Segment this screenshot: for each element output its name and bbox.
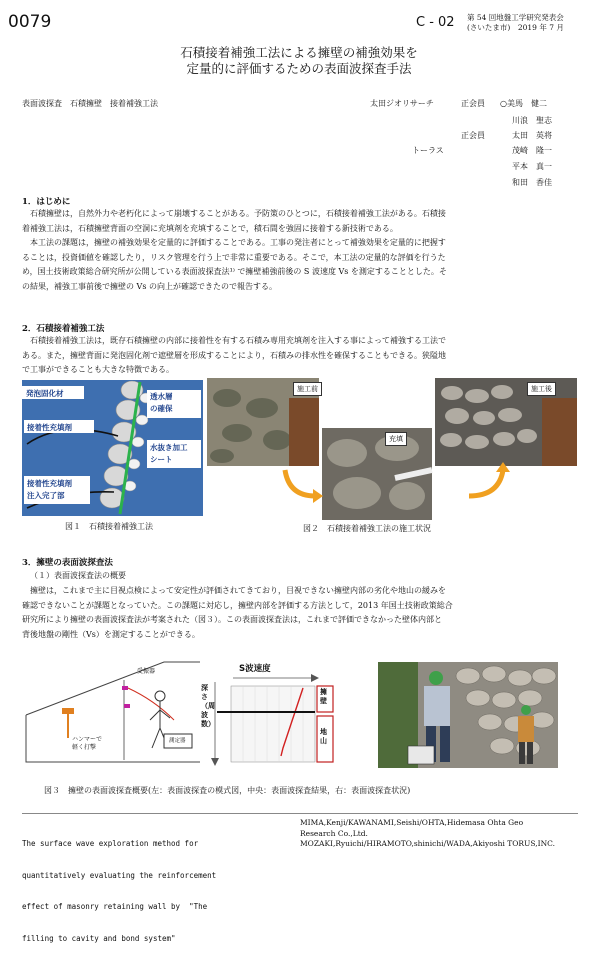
footer-divider — [22, 813, 578, 814]
label-receiver: 受振器 — [137, 668, 156, 675]
section-3-body — [22, 584, 570, 642]
survey-photo — [378, 662, 558, 768]
paper-title — [0, 45, 598, 77]
english-authors-line: Research Co.,Ltd. — [300, 828, 368, 838]
label-after: 施工後 — [527, 382, 556, 396]
keywords: 表面波探査 石積擁壁 接着補強工法 — [22, 99, 158, 108]
author-name-6: 和田 香佳 — [512, 178, 552, 187]
text-line: の結果，補強工事前後で擁壁の Vs の向上が確認できたので報告する。 — [22, 281, 277, 291]
figure-3-schematic — [24, 660, 200, 765]
figure-2-caption: 図２ 石積接着補強工法の施工状況 — [303, 524, 431, 533]
section-3-subheading: （１）表面波探査法の概要 — [30, 571, 126, 580]
label-permeable-layer: 透水層 の確保 — [150, 392, 173, 413]
text-line: め，国土技術政策総合研究所が公開している表面波探査法¹⁾ で擁壁補強前後の S 波速度 Vs を測定することとした。そ — [22, 267, 447, 276]
text-line: ることは，投資価値を確認したり，リスク管理を行う上で非常に重要である。そこで，本工法の定量的な評価を行うた — [22, 252, 446, 262]
text-line: 石積擁壁は，自然外力や老朽化によって崩壊することがある。予防策のひとつに，石積接着補強工法がある。石積接 — [22, 209, 446, 218]
figure-2-photos — [207, 378, 577, 520]
text-line: 着補強工法は，石積擁壁背面の空洞に充填剤を充填することで，積石間を強固に接着する新技術である。 — [22, 223, 398, 233]
figure-2 — [207, 378, 577, 520]
figure-1 — [22, 380, 203, 516]
label-depth: 深さ（周波数） — [201, 684, 215, 728]
page-number: 0079 — [8, 12, 52, 32]
title-line-1: 石積接着補強工法による擁壁の補強効果を — [180, 45, 418, 60]
text-line: 本工法の課題は，擁壁の補強効果を定量的に評価することである。工事の発注者にとって補強効果を定量的に把握す — [22, 238, 446, 247]
label-hammer: ハンマーで 軽く打撃 — [72, 736, 103, 751]
figure-3-photo — [378, 662, 558, 768]
english-authors — [300, 818, 555, 850]
section-3-heading: 3．擁壁の表面波探査法 — [22, 558, 113, 568]
label-adhesive-filler: 接着性充填剤 — [27, 423, 72, 432]
conference-name-line1: 第 54 回地盤工学研究発表会 — [467, 13, 564, 22]
label-foam-material: 発泡固化材 — [26, 389, 64, 398]
text-line: 確認できないことが課題となっていた。この課題に対応し，擁壁内部を評価する方法として，2013 年国土技術政策総合 — [22, 600, 453, 610]
figure-3-result — [203, 660, 371, 770]
label-wall: 擁壁 — [320, 688, 327, 705]
author-name-4: 茂崎 隆一 — [512, 146, 552, 155]
author-name-5: 平本 真一 — [512, 162, 552, 171]
title-line-2: 定量的に評価するための表面波探査手法 — [186, 61, 412, 76]
author-name-3: 太田 英将 — [512, 131, 552, 140]
text-line: 石積接着補強工法は，既存石積擁壁の内部に接着性を有する石積み専用充填剤を注入する事によって補強する工法で — [22, 336, 446, 345]
author-name-2: 川浪 聖志 — [512, 116, 552, 125]
label-before: 施工前 — [293, 382, 322, 396]
label-recorder: 測定器 — [169, 738, 186, 744]
author-affiliation-1: 太田ジオリサーチ — [370, 99, 434, 108]
english-title — [22, 818, 216, 955]
section-2-heading: 2．石積接着補強工法 — [22, 324, 105, 334]
section-2-body — [22, 334, 570, 378]
text-line: 擁壁は，これまで主に目視点検によって安定性が評価されてきており，目視できない擁壁内部の劣化や地山の緩みを — [22, 586, 446, 595]
english-authors-line: MIMA,Kenji/KAWANAMI,Seishi/OHTA,Hidemasa Ohta Geo — [300, 818, 524, 827]
english-authors-line: MOZAKI,Ryuichi/HIRAMOTO,shinichi/WADA,Akiyoshi TORUS,INC. — [300, 839, 555, 848]
author-affiliation-2: トーラス — [412, 146, 444, 155]
label-ground: 地山 — [320, 728, 327, 745]
text-line: 背後地盤の剛性（Vs）を測定することができる。 — [22, 629, 200, 639]
section-1-heading: 1．はじめに — [22, 197, 71, 207]
conference-name-line2: (さいたま市) 2019 年 7 月 — [467, 23, 564, 32]
text-line: ある。また，擁壁背面に発泡固化剤で遮壁層を形成することにより，石積みの排水性を確保することもできる。狭隘地 — [22, 350, 446, 360]
conference-code: C - 02 — [416, 15, 455, 30]
english-title-line: quantitatively evaluating the reinforcement — [22, 870, 217, 880]
section-1-body — [22, 207, 570, 294]
figure-3-caption: 図３ 擁壁の表面波探査概要(左：表面波探査の模式図，中央：表面波探査結果，右：表面波探査状況) — [44, 786, 411, 795]
figure-1-caption: 図１ 石積接着補強工法 — [65, 522, 153, 531]
author-member-2: 正会員 — [461, 131, 485, 140]
author-member-1: 正会員 — [461, 99, 485, 108]
label-injection-complete: 接着性充填剤 注入完了部 — [27, 479, 72, 500]
author-name-1: ○美馬 健二 — [500, 99, 547, 108]
label-filling: 充填 — [385, 432, 407, 446]
label-s-velocity: S波速度 — [239, 664, 271, 674]
text-line: で工事ができることも大きな特徴である。 — [22, 365, 174, 374]
s-velocity-profile — [203, 660, 371, 770]
english-title-line: filling to cavity and bond system" — [22, 933, 176, 943]
schematic-drawing — [24, 660, 200, 765]
conference-name — [467, 13, 564, 33]
english-title-line: effect of masonry retaining wall by "The — [22, 902, 208, 911]
label-drain-sheet: 水抜き加工 シート — [150, 443, 188, 464]
text-line: 研究所により擁壁の表面波探査法が考案された（図３）。この表面波探査法は，これまで評価できなかった壁体内部と — [22, 615, 442, 624]
english-title-line: The surface wave exploration method for — [22, 839, 199, 848]
